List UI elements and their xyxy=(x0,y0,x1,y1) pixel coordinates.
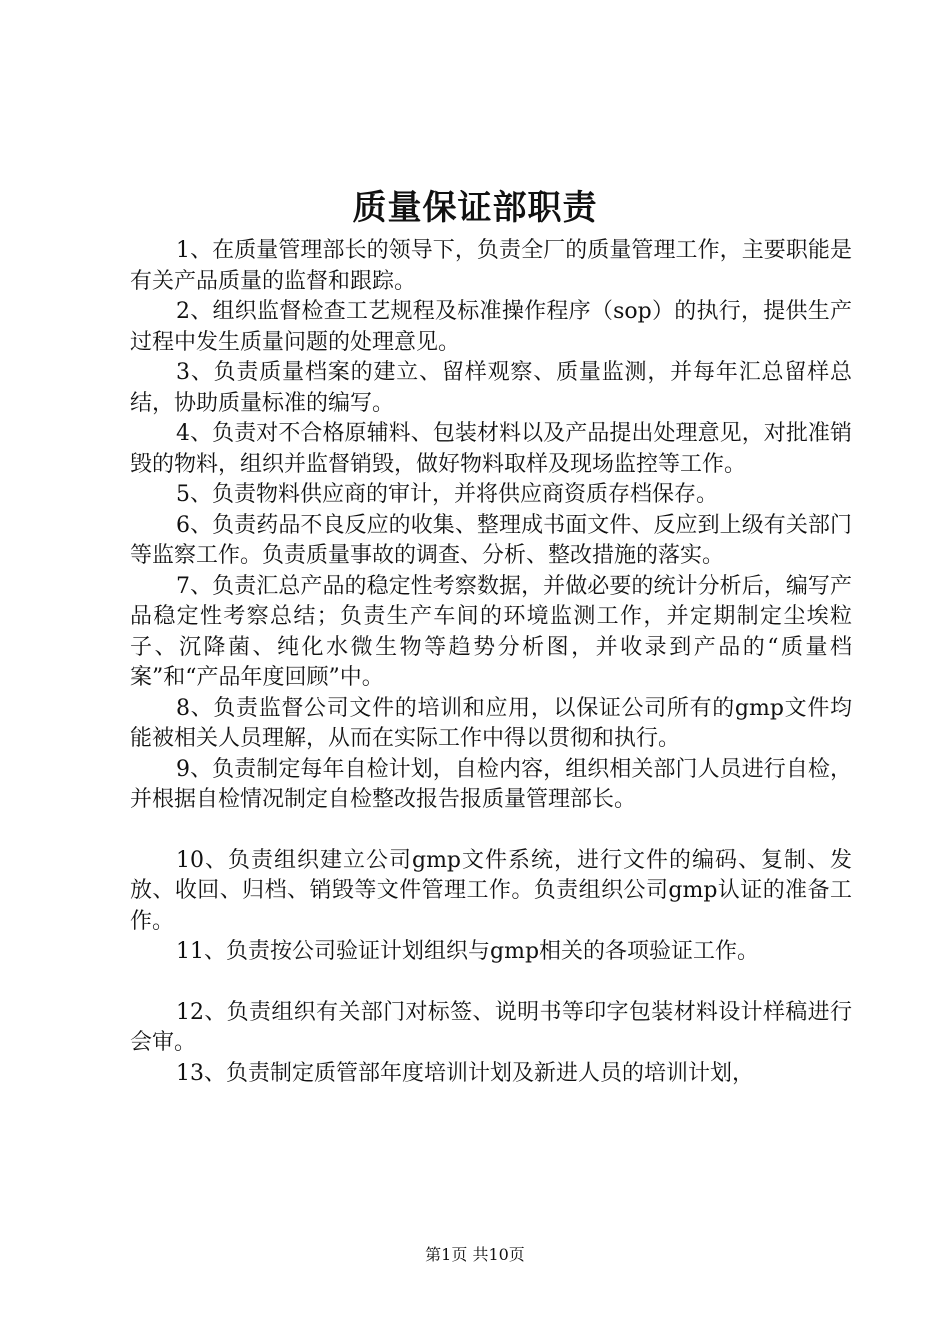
paragraph-11: 11、负责按公司验证计划组织与gmp相关的各项验证工作。 xyxy=(176,939,760,964)
paragraph-2: 2、组织监督检查工艺规程及标准操作程序（sop）的执行，提供生产过程中发生质量问题的处理意见。 xyxy=(130,299,852,355)
paragraph-8: 8、负责监督公司文件的培训和应用，以保证公司所有的gmp文件均能被相关人员理解，从而在实际工作中得以贯彻和执行。 xyxy=(130,695,852,751)
paragraph-6: 6、负责药品不良反应的收集、整理成书面文件、反应到上级有关部门等监察工作。负责质量事故的调查、分析、整改措施的落实。 xyxy=(130,512,852,568)
paragraph-7: 7、负责汇总产品的稳定性考察数据，并做必要的统计分析后，编写产品稳定性考察总结；负责生产车间的环境监测工作，并定期制定尘埃粒子、沉降菌、纯化水微生物等趋势分析图，并收录到产品的“质量档案”和“产品年度回顾”中。 xyxy=(130,573,852,690)
paragraph-12: 12、负责组织有关部门对标签、说明书等印字包装材料设计样稿进行会审。 xyxy=(130,999,852,1055)
paragraph-5: 5、负责物料供应商的审计，并将供应商资质存档保存。 xyxy=(176,482,718,507)
paragraph-1: 1、在质量管理部长的领导下，负责全厂的质量管理工作，主要职能是有关产品质量的监督和跟踪。 xyxy=(130,238,852,294)
paragraph-3: 3、负责质量档案的建立、留样观察、质量监测，并每年汇总留样总结，协助质量标准的编写。 xyxy=(130,360,852,416)
page-footer: 第1页 共10页 xyxy=(425,1245,525,1264)
paragraph-4: 4、负责对不合格原辅料、包装材料以及产品提出处理意见，对批准销毁的物料，组织并监督销毁，做好物料取样及现场监控等工作。 xyxy=(130,421,852,477)
document-body xyxy=(130,236,852,1089)
paragraph-9: 9、负责制定每年自检计划，自检内容，组织相关部门人员进行自检，并根据自检情况制定自检整改报告报质量管理部长。 xyxy=(130,756,852,812)
paragraph-10: 10、负责组织建立公司gmp文件系统，进行文件的编码、复制、发放、收回、归档、销毁等文件管理工作。负责组织公司gmp认证的准备工作。 xyxy=(130,847,852,934)
page-title: 质量保证部职责 xyxy=(352,188,598,228)
paragraph-13: 13、负责制定质管部年度培训计划及新进人员的培训计划， xyxy=(176,1060,754,1086)
